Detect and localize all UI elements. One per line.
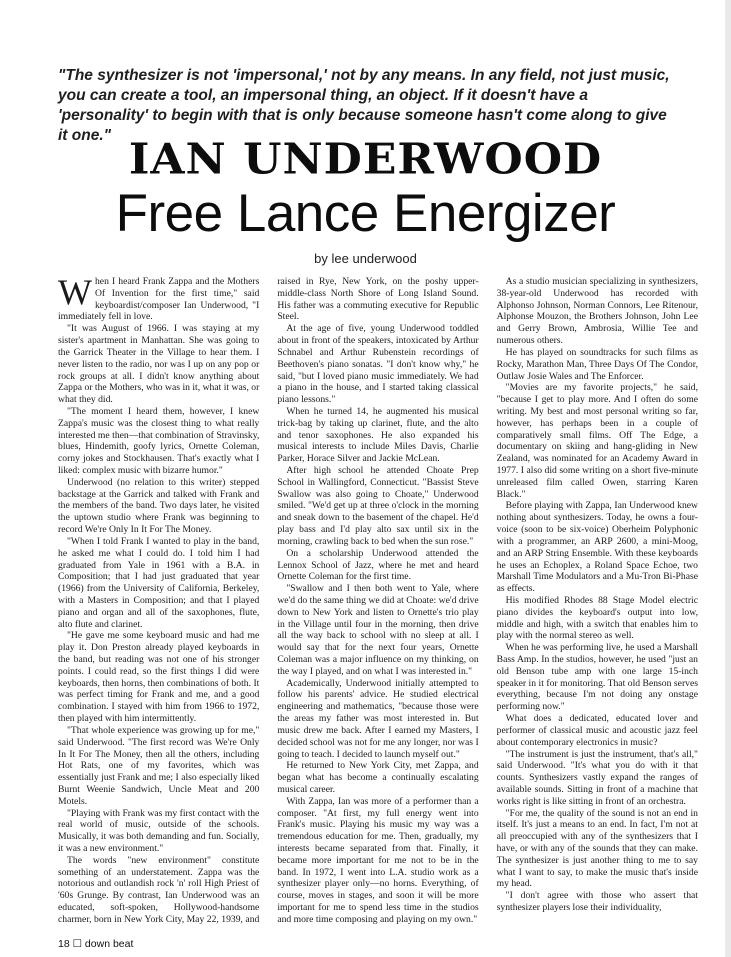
paragraph-text: hen I heard Frank Zappa and the Mothers Of Invention for the first time," said keyboardist/composer Ian Underwood, "I immediately fell in love. (58, 276, 260, 323)
article-paragraph: He has played on soundtracks for such films as Rocky, Marathon Man, Three Days Of The Condor, Outlaw Josie Wales and The Enforcer. (496, 346, 698, 382)
article-paragraph: "It was August of 1966. I was staying at my sister's apartment in Manhattan. She was going to the Garrick Theater in the Village to hear them. I never listen to the radio, nor was I up on any pop or rock groups at all. I didn't know anything about Zappa or the Mothers, who was in it, what it was, or what they did. (58, 323, 260, 406)
article-paragraph: "Playing with Frank was my first contact with the real world of music, outside of the schools. Musically, it was both demanding and fun. Socially, it was a new environment." (58, 807, 260, 854)
article-paragraph: When he turned 14, he augmented his musical trick-bag by taking up clarinet, flute, and the alto and tenor saxophones. He also expanded his musical interests to include Miles Davis, Charlie Parker, Horace Silver and Jackie McLean. (277, 405, 479, 465)
article-paragraph: On a scholarship Underwood attended the Lennox School of Jazz, where he met and heard Ornette Coleman for the first time. (277, 547, 479, 583)
article-paragraph: With Zappa, Ian was more of a performer than a composer. "At first, my full energy went into Frank's music. Playing his music my way was a tremendous education for me. Then, gradually, my interests became separated from that. Finally, it became more important for me not to be in the band. In 1972, I went into L.A. studio work as a synthesizer player only—no horns. Everything, of course, moves in stages, and soon it will be more important for me to spend less time in the studios and more time composing and playing on my own." (277, 795, 479, 925)
article-paragraph: Underwood (no relation to this writer) stepped backstage at the Garrick and talked with Frank and the members of the band. Two days later, he visited the uptown studio where Frank was beginning to record We're Only In It For The Money. (58, 476, 260, 536)
page-folio: 18 ☐ down beat (58, 938, 134, 950)
article-body (58, 272, 698, 926)
byline: by lee underwood (314, 251, 417, 266)
article-paragraph (58, 272, 260, 323)
article-paragraph: He returned to New York City, met Zappa, and began what has become a continually escalating musical career. (277, 760, 479, 795)
article-paragraph: Academically, Underwood initially attempted to follow his parents' advice. He studied electrical engineering and mathematics, "because those were the areas my father was most interested in. But music drew me back. After I earned my Masters, I decided school was not for me any longer, nor was I going to teach. I decided to launch myself out." (277, 677, 479, 760)
article-paragraph: "The moment I heard them, however, I knew Zappa's music was the closest thing to what really interested me then—that combination of Stravinsky, blues, Hindemith, goofy lyrics, Ornette Coleman, corny jokes and Stockhausen. That's exactly what I liked: complex music with bizarre humor." (58, 405, 260, 476)
title-block (0, 136, 731, 242)
drop-cap: W (58, 272, 92, 312)
pull-quote: "The synthesizer is not 'impersonal,' not by any means. In any field, not just music, you can create a tool, an impersonal thing, an object. If it doesn't have a 'personality' to begin with that is only because someone hasn't come along to give it one." (58, 67, 670, 144)
article-paragraph: As a studio musician specializing in synthesizers, 38-year-old Underwood has recorded with Alphonso Johnson, Norman Connors, Lee Ritenour, Alphonse Mouzon, the Brothers Johnson, John Lee and Gerry Brown, Ambrosia, Willie Tee and numerous others. (496, 276, 698, 347)
article-paragraph: "For me, the quality of the sound is not an end in itself. It's just a means to an end. In fact, I'm not at all preoccupied with any of the synthesizers that I have, or with any of the sounds that they can make. The synthesizer is just another thing to me to say what I want to say, to make the music that's inside my head. (496, 807, 698, 890)
article-paragraph: "I don't agree with those who assert that synthesizer players lose their individuality, (496, 890, 698, 914)
article-paragraph: What does a dedicated, educated lover and performer of classical music and acoustic jazz feel about contemporary electronics in music? (496, 713, 698, 748)
article-paragraph: "Swallow and I then both went to Yale, where we'd do the same thing we did at Choate: we'd drive down to New York and listen to Ornette's trio play in the Village until four in the morning, then drive all the way back to school with no sleep at all. I would say that for the next four years, Ornette Coleman was a major influence on my thinking, on the way I played, and on what I was interested in." (277, 583, 479, 677)
article-subtitle: Free Lance Energizer (115, 184, 616, 243)
article-paragraph: Before playing with Zappa, Ian Underwood knew nothing about synthesizers. Today, he owns a four-voice (soon to be six-voice) Oberheim Polyphonic with a programmer, an ARP 2600, a mini-Moog, and an ARP String Ensemble. With these keyboards he uses an Echoplex, a Roland Space Echoe, two Marshall Time Modulators and a Mu-Tron Bi-Phase as effects. (496, 500, 698, 595)
article-paragraph: "That whole experience was growing up for me," said Underwood. "The first record was We're Only In It For The Money, then all the others, including Hot Rats, one of my favorites, which was essentially just Frank and me; I also especially liked Burnt Weenie Sandwich, Uncle Meat and 200 Motels. (58, 724, 260, 807)
article-paragraph: "The instrument is just the instrument, that's all," said Underwood. "It's what you do with it that counts. Synthesizers vastly expand the ranges of available sounds. Sitting in front of a machine that works right is like sitting in front of an orchestra. (496, 748, 698, 807)
article-title: IAN UNDERWOOD (128, 135, 603, 184)
article-paragraph: When he was performing live, he used a Marshall Bass Amp. In the studios, however, he used "just an old Benson tube amp with one large 15-inch speaker in it for monitoring. That old Benson serves everything, because I'm not doing any onstage performing now." (496, 642, 698, 713)
article-paragraph: "He gave me some keyboard music and had me play it. Don Preston already played keyboards in the band, but reading was not one of his stronger points. I could read, so the first things I did were keyboards, then horns, then combinations of both. It was perfect timing for Frank and me, and a good combination. I stayed with him from 1966 to 1972, then played with him intermittently. (58, 630, 260, 725)
article-paragraph: After high school he attended Choate Prep School in Wallingford, Connecticut. "Bassist Steve Swallow was also going to Choate," Underwood smiled. "We'd get up at three o'clock in the morning and sneak down to the basement of the chapel. He'd play bass and I'd play alto sax until six in the morning, crawling back to bed when the sun rose." (277, 465, 479, 547)
article-paragraph: "Movies are my favorite projects," he said, "because I get to play more. And I often do some writing. My best and most personal writing so far, however, has perhaps been in a couple of comparatively small films. Off The Edge, a documentary on skiing and hang-gliding in New Zealand, was nominated for an Academy Award in 1977. I also did some writing on a short five-minute unreleased film called Owen, starring Karen Black." (496, 382, 698, 500)
article-paragraph: At the age of five, young Underwood toddled about in front of the speakers, intoxicated by Arthur Schnabel and Arthur Rubenstein recordings of Beethoven's piano sonatas. "I don't know why," he said, "but I loved piano music immediately. We had a piano in the house, and I started taking classical piano lessons." (277, 323, 479, 406)
article-paragraph: "When I told Frank I wanted to play in the band, he asked me what I could do. I told him I had graduated from Yale in 1961 with a B.A. in Composition; that I had just graduated that year (1966) from the University of California, Berkeley, with a Masters in Composition; and that I played piano and organ and all of the saxophones, flute, alto flute and clarinet. (58, 535, 260, 630)
article-paragraph: His modified Rhodes 88 Stage Model electric piano divides the keyboard's output into low, middle and high, with a switch that enables him to play with the normal stereo as well. (496, 594, 698, 642)
article-paragraph: The words "new environment" constitute something of an understatement. Zappa was the notorious and outlandish rock 'n' roll High Priest of '60s Grunge. By contrast, Ian Underwood was an educated, soft-spoken, Hollywood-handsome charmer, born in New York City, May 22, 1939, and raised in Rye, New York, on the poshy upper-middle-class North Shore of Long Island Sound. His father was a commuting executive for Republic Steel. (58, 276, 479, 925)
